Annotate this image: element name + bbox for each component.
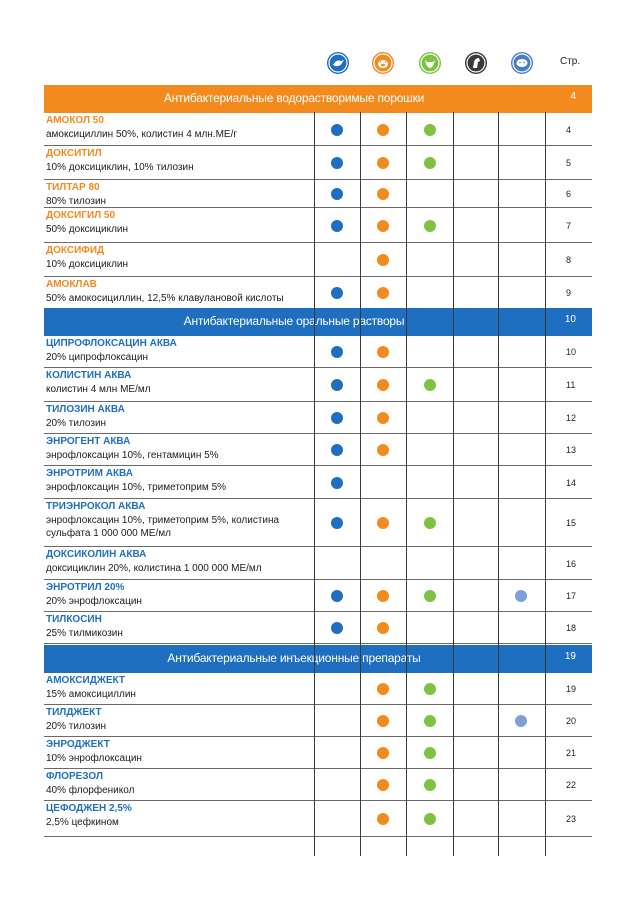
species-dot	[331, 622, 343, 634]
page-column-label: Стр.	[560, 56, 581, 67]
product-composition: 25% тилмикозин	[46, 628, 123, 639]
cattle-icon	[419, 52, 441, 74]
product-name: ЦИПРОФЛОКСАЦИН АКВА	[46, 338, 177, 349]
species-dot	[331, 220, 343, 232]
section-page: 10	[564, 314, 576, 325]
product-name: ТРИЭНРОКОЛ АКВА	[46, 501, 146, 512]
table-row	[44, 368, 592, 402]
table-row	[44, 146, 592, 180]
product-page: 7	[566, 221, 572, 231]
product-name: ДОКСИТИЛ	[46, 148, 102, 159]
species-dot	[331, 412, 343, 424]
table-row	[44, 336, 592, 368]
product-page: 13	[566, 445, 577, 455]
species-dot	[377, 622, 389, 634]
grid-line	[314, 112, 315, 856]
species-dot	[424, 124, 436, 136]
species-dot	[377, 220, 389, 232]
section-header	[44, 85, 592, 113]
product-page: 10	[566, 347, 577, 357]
product-page: 22	[566, 780, 577, 790]
product-composition: 20% энрофлоксацин	[46, 596, 142, 607]
product-name: ФЛОРЕЗОЛ	[46, 771, 103, 782]
species-dot	[331, 590, 343, 602]
product-name: ТИЛОЗИН АКВА	[46, 404, 125, 415]
species-dot	[377, 683, 389, 695]
species-dot	[424, 157, 436, 169]
product-composition: доксициклин 20%, колистина 1 000 000 МЕ/мл	[46, 563, 262, 574]
product-composition: 10% доксициклин, 10% тилозин	[46, 162, 194, 173]
table-row	[44, 434, 592, 466]
section-title: Антибактериальные водорастворимые порошки	[163, 91, 425, 105]
table-row	[44, 402, 592, 434]
product-page: 23	[566, 814, 577, 824]
product-composition: 50% амокосициллин, 12,5% клавулановой кислоты	[46, 293, 284, 304]
product-composition: амоксициллин 50%, колистин 4 млн.МЕ/г	[46, 129, 238, 140]
product-page: 12	[566, 413, 577, 423]
sheep-icon	[511, 52, 533, 74]
product-name: ЭНРОТРИМ АКВА	[46, 468, 133, 479]
product-name: ТИЛТАР 80	[46, 182, 100, 193]
species-dot	[377, 779, 389, 791]
product-name: ДОКСИФИД	[46, 245, 105, 256]
table-row	[44, 737, 592, 769]
grid-line	[360, 112, 361, 856]
species-dot	[377, 517, 389, 529]
product-page: 19	[566, 684, 577, 694]
grid-line	[498, 112, 499, 856]
table-row	[44, 705, 592, 737]
species-dot	[377, 412, 389, 424]
table-row	[44, 612, 592, 644]
section-header	[44, 645, 592, 673]
product-composition: 10% доксициклин	[46, 259, 129, 270]
product-composition: 20% тилозин	[46, 418, 107, 429]
pig-icon	[372, 52, 394, 74]
species-dot	[331, 287, 343, 299]
product-name: КОЛИСТИН АКВА	[46, 370, 132, 381]
table-row	[44, 113, 592, 146]
product-composition: энрофлоксацин 10%, триметоприм 5%	[46, 482, 227, 493]
species-dot	[331, 379, 343, 391]
product-composition: 20% ципрофлоксацин	[46, 352, 149, 363]
product-composition: 10% энрофлоксацин	[46, 753, 142, 764]
product-composition: 40% флорфеникол	[46, 785, 135, 796]
product-page: 17	[566, 591, 577, 601]
species-dot	[424, 517, 436, 529]
species-dot	[331, 188, 343, 200]
species-dot	[377, 747, 389, 759]
product-page: 4	[566, 125, 572, 135]
section-title: Антибактериальные инъекционные препараты	[167, 651, 421, 665]
product-composition: сульфата 1 000 000 МЕ/мл	[46, 528, 171, 539]
product-name: ДОКСИКОЛИН АКВА	[46, 549, 147, 560]
table-row	[44, 580, 592, 612]
product-composition: энрофлоксацин 10%, гентамицин 5%	[46, 450, 219, 461]
product-name: АМОКОЛ 50	[46, 115, 104, 126]
species-dot	[377, 715, 389, 727]
species-dot	[377, 188, 389, 200]
table-row	[44, 499, 592, 547]
species-dot	[377, 287, 389, 299]
product-name: ЦЕФОДЖЕН 2,5%	[46, 803, 132, 814]
bird-icon	[327, 52, 349, 74]
product-name: АМОКСИДЖЕКТ	[46, 675, 126, 686]
product-composition: 15% амоксициллин	[46, 689, 136, 700]
table-row	[44, 673, 592, 705]
species-dot	[424, 779, 436, 791]
species-dot	[377, 124, 389, 136]
table-row	[44, 208, 592, 243]
species-dot	[424, 379, 436, 391]
species-dot	[424, 590, 436, 602]
species-dot	[377, 590, 389, 602]
grid-line	[545, 112, 546, 856]
product-page: 18	[566, 623, 577, 633]
species-dot	[377, 444, 389, 456]
product-page: 16	[566, 559, 577, 569]
species-dot	[377, 813, 389, 825]
species-dot	[377, 346, 389, 358]
species-dot	[331, 517, 343, 529]
product-name: ЭНРОДЖЕКТ	[46, 739, 110, 750]
table-row	[44, 466, 592, 499]
product-composition: 50% доксициклин	[46, 224, 129, 235]
product-name: ЭНРОТРИЛ 20%	[46, 582, 125, 593]
species-dot	[331, 157, 343, 169]
product-page: 6	[566, 189, 572, 199]
product-name: ДОКСИГИЛ 50	[46, 210, 116, 221]
table-row	[44, 547, 592, 580]
species-dot	[331, 346, 343, 358]
species-dot	[424, 220, 436, 232]
table-row	[44, 769, 592, 801]
table-row	[44, 243, 592, 277]
species-dot	[424, 813, 436, 825]
horse-icon	[465, 52, 487, 74]
species-dot	[377, 379, 389, 391]
section-title: Антибактериальные оральные растворы	[183, 314, 405, 328]
table-row	[44, 277, 592, 309]
species-dot	[377, 157, 389, 169]
product-page: 21	[566, 748, 577, 758]
product-name: АМОКЛАВ	[46, 279, 97, 290]
product-page: 8	[566, 255, 572, 265]
species-dot	[331, 124, 343, 136]
species-dot	[424, 747, 436, 759]
species-dot	[424, 683, 436, 695]
product-composition: 20% тилозин	[46, 721, 107, 732]
product-page: 5	[566, 158, 572, 168]
species-dot	[515, 590, 527, 602]
product-name: ЭНРОГЕНТ АКВА	[46, 436, 131, 447]
table-row	[44, 801, 592, 837]
product-composition: колистин 4 млн МЕ/мл	[46, 384, 151, 395]
product-composition: энрофлоксацин 10%, триметоприм 5%, колистина	[46, 515, 280, 526]
species-dot	[515, 715, 527, 727]
product-composition: 80% тилозин	[46, 196, 107, 207]
product-page: 11	[566, 380, 576, 390]
section-page: 4	[570, 91, 576, 102]
product-name: ТИЛКОСИН	[46, 614, 102, 625]
species-dot	[424, 715, 436, 727]
grid-line	[406, 112, 407, 856]
table-row	[44, 180, 592, 208]
grid-line	[453, 112, 454, 856]
product-page: 20	[566, 716, 577, 726]
section-page: 19	[564, 651, 576, 662]
species-dot	[331, 444, 343, 456]
species-dot	[377, 254, 389, 266]
product-page: 14	[566, 478, 577, 488]
product-composition: 2,5% цефкином	[46, 817, 119, 828]
product-page: 9	[566, 288, 572, 298]
section-header	[44, 308, 592, 336]
product-page: 15	[566, 518, 577, 528]
product-name: ТИЛДЖЕКТ	[46, 707, 102, 718]
species-dot	[331, 477, 343, 489]
